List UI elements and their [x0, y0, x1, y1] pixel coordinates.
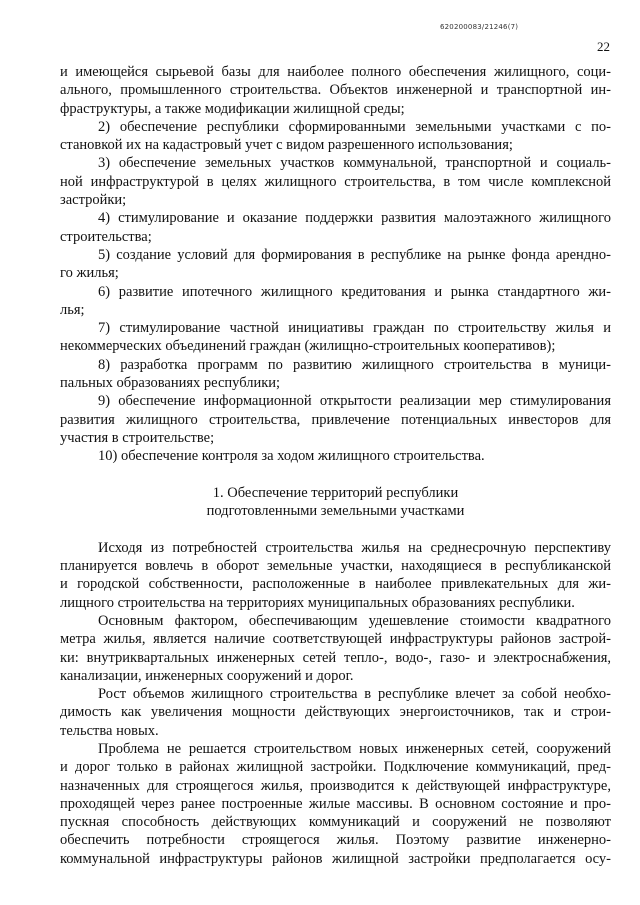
document-body — [60, 63, 611, 868]
section-heading — [60, 484, 611, 521]
text-line: Основным фактором, обеспечивающим удешевление стоимости квадратного — [98, 612, 611, 629]
text-line: ки: внутриквартальных инженерных сетей тепло-, водо-, газо- и электроснабжения, — [60, 649, 611, 666]
text-line: обеспечить потребности строящегося жилья. Поэтому развитие инженерно- — [60, 832, 611, 849]
page-number: 22 — [597, 39, 610, 54]
document-id: 620200083/21246(7) — [440, 23, 519, 31]
spacer — [60, 520, 611, 538]
text-line: 6) развитие ипотечного жилищного кредитования и рынка стандартного жи- — [98, 283, 611, 300]
text-line: тельства новых. — [60, 722, 159, 739]
text-line: ной инфраструктурой в целях жилищного строительства, в том числе комплексной — [60, 173, 611, 190]
text-line: развития жилищного строительства, привлечение потенциальных инвесторов для — [60, 411, 611, 428]
list-of-measures — [60, 63, 611, 466]
section-heading-line: 1. Обеспечение территорий республики — [212, 484, 459, 501]
text-line: назначенных для строящегося жилья, производится к действующей инфраструктуре, — [60, 777, 611, 794]
text-line: 3) обеспечение земельных участков коммунальной, транспортной и социаль- — [98, 155, 611, 172]
text-line: 2) обеспечение республики сформированными земельными участками с по- — [98, 118, 611, 135]
text-line: планируется вовлечь в оборот земельные участки, находящиеся в республиканской — [60, 558, 611, 575]
text-line: фраструктуры, а также модификации жилищной среды; — [60, 100, 405, 117]
text-line: 4) стимулирование и оказание поддержки развития малоэтажного жилищного — [98, 210, 611, 227]
text-line: Рост объемов жилищного строительства в республике влечет за собой необхо- — [98, 686, 611, 703]
section-heading-line: подготовленными земельными участками — [206, 503, 465, 520]
text-line: лищного строительства на территориях муниципальных образованиях республики. — [60, 594, 575, 611]
text-line: становкой их на кадастровый учет с видом разрешенного использования; — [60, 137, 513, 154]
text-line: димость как увеличения мощности действующих энергоисточников, так и строи- — [60, 704, 611, 721]
text-line: 7) стимулирование частной инициативы граждан по строительству жилья и — [98, 320, 611, 337]
text-line: проходящей через ранее построенные жилые массивы. В основном состояние и про- — [60, 795, 611, 812]
text-line: застройки; — [60, 192, 127, 209]
text-line: и имеющейся сырьевой базы для наиболее полного обеспечения жилищного, соци- — [60, 64, 611, 80]
text-line: и городской собственности, расположенные в наиболее привлекательных для жи- — [60, 576, 611, 593]
text-line: строительства; — [60, 228, 152, 245]
text-line: метра жилья, является наличие соответствующей инфраструктуры районов застрой- — [60, 631, 611, 648]
text-line: го жилья; — [60, 265, 119, 282]
text-line: 10) обеспечение контроля за ходом жилищного строительства. — [98, 448, 485, 465]
text-line: и дорог только в районах жилищной застройки. Подключение коммуникаций, пред- — [60, 759, 611, 776]
text-line: некоммерческих объединений граждан (жилищно-строительных кооперативов); — [60, 338, 556, 355]
text-line: пальных образованиях республики; — [60, 375, 281, 392]
section-text — [60, 539, 611, 868]
text-line: участия в строительстве; — [60, 429, 215, 446]
text-line: 5) создание условий для формирования в республике на рынке фонда арендно- — [98, 246, 611, 263]
text-line: лья; — [60, 301, 85, 318]
text-line: канализации, инженерных сооружений и дорог. — [60, 667, 354, 684]
text-line: пускная способность действующих коммуникаций и сооружений не позволяют — [60, 814, 611, 831]
text-line: 9) обеспечение информационной открытости реализации мер стимулирования — [98, 393, 611, 410]
text-line: Проблема не решается строительством новых инженерных сетей, сооружений — [98, 740, 611, 757]
spacer — [60, 466, 611, 484]
text-line: Исходя из потребностей строительства жилья на среднесрочную перспективу — [98, 539, 611, 556]
text-line: ального, промышленного строительства. Объектов инженерной и транспортной ин- — [60, 82, 611, 99]
text-line: коммунальной инфраструктуры районов жилищной застройки предполагается осу- — [60, 850, 611, 867]
text-line: 8) разработка программ по развитию жилищного строительства в муници- — [98, 356, 611, 373]
